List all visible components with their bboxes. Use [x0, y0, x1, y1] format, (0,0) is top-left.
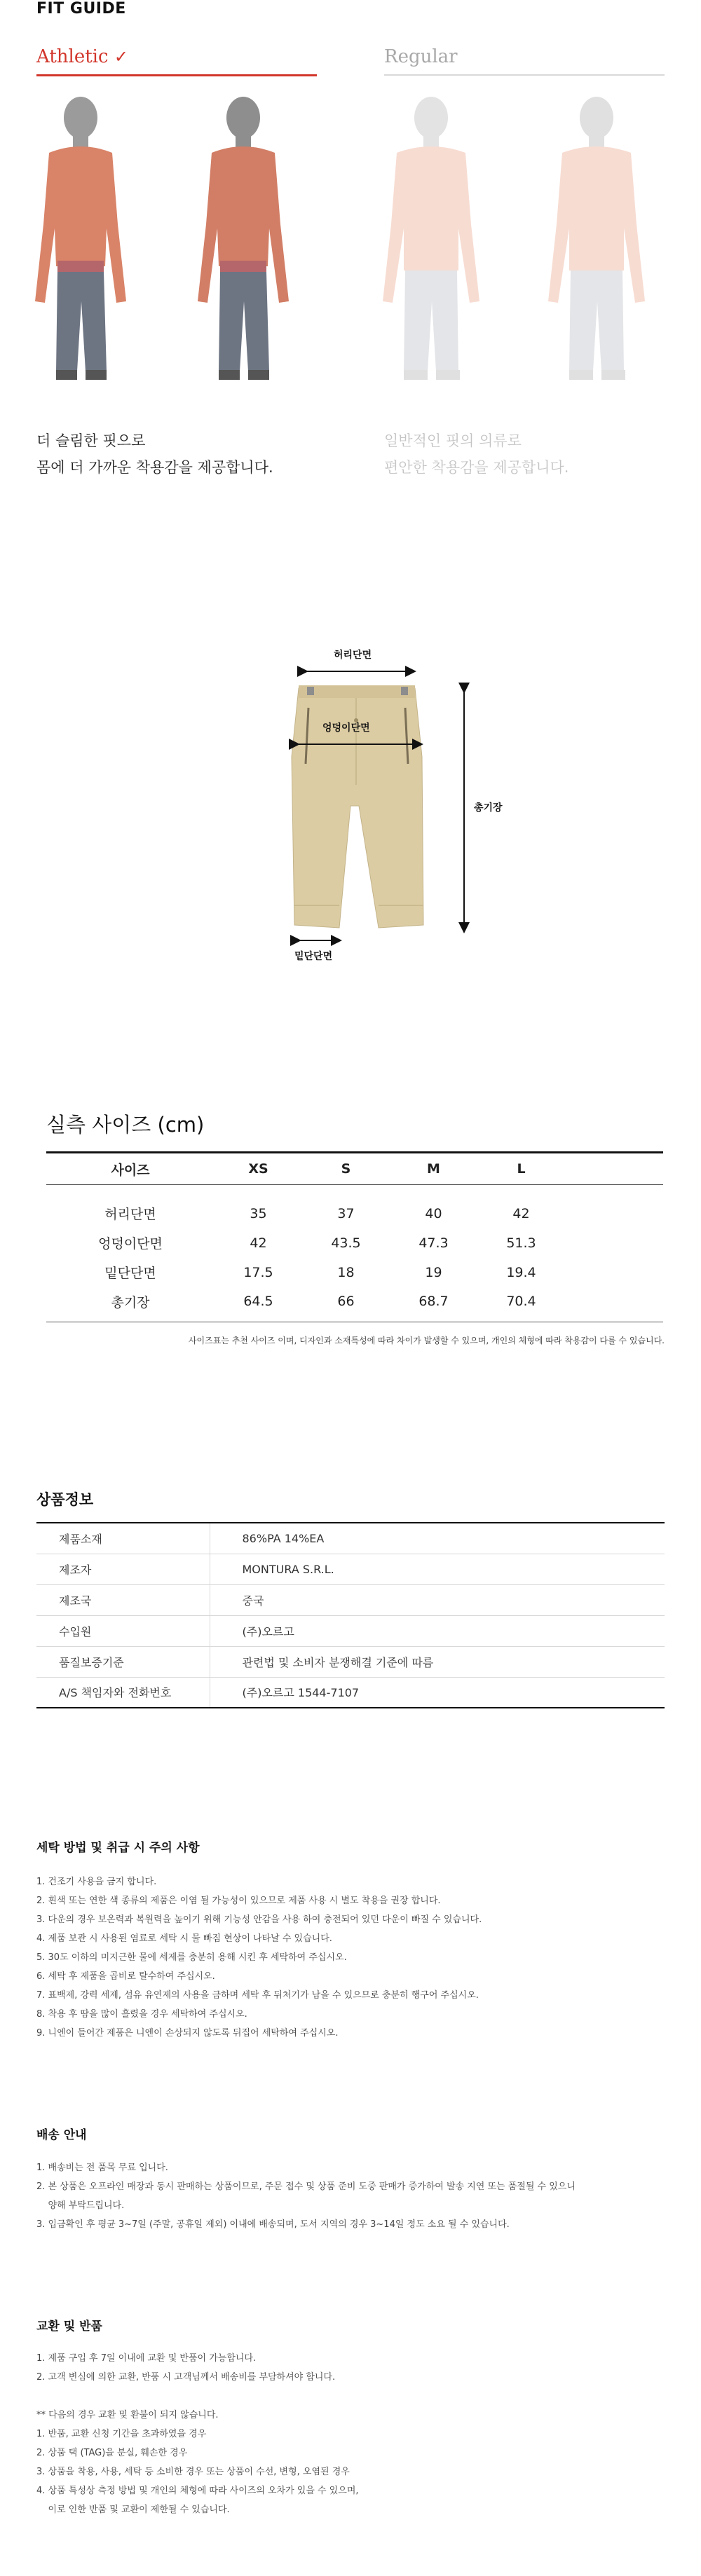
- tab-athletic[interactable]: [36, 46, 128, 67]
- table-cell: 19.4: [506, 1264, 536, 1280]
- info-value: (주)오르고 1544-7107: [210, 1677, 665, 1708]
- info-key: 제조국: [36, 1584, 210, 1615]
- list-item: 2. 흰색 또는 연한 색 종류의 제품은 이염 될 가능성이 있으므로 제품 사용 시 별도 착용을 권장 합니다.: [36, 1896, 441, 1906]
- table-row: [46, 1287, 663, 1322]
- size-header-s: S: [302, 1153, 390, 1185]
- table-cell: 42: [512, 1205, 530, 1221]
- list-item: 2. 본 상품은 오프라인 매장과 동시 판매하는 상품이므로, 주문 접수 및 상품 준비 도중 판매가 증가하여 발송 지연 또는 품절될 수 있으니: [36, 2181, 576, 2192]
- tab-athletic-underline: [36, 74, 317, 76]
- size-header-label: 사이즈: [46, 1153, 215, 1185]
- waist-label: 허리단면: [334, 650, 372, 661]
- row-label: 허리단면: [104, 1207, 156, 1223]
- list-item: 2. 상품 택 (TAG)을 분실, 훼손한 경우: [36, 2448, 188, 2458]
- product-info-title: 상품정보: [36, 1491, 94, 1508]
- table-row: [36, 1646, 665, 1677]
- info-value: MONTURA S.R.L.: [210, 1554, 665, 1584]
- size-measurement-diagram: [266, 645, 519, 981]
- shipping-list: [36, 2158, 667, 2234]
- list-item: 1. 반품, 교환 신청 기간을 초과하였을 경우: [36, 2429, 207, 2439]
- fit-guide-heading: FIT GUIDE: [36, 0, 126, 18]
- athletic-description: [36, 427, 273, 481]
- care-title: 세탁 방법 및 취급 시 주의 사항: [36, 1841, 200, 1855]
- size-table-title: 실측 사이즈 (cm): [46, 1113, 205, 1137]
- athletic-desc-line2: 몸에 더 가까운 착용감을 제공합니다.: [36, 459, 273, 476]
- row-label: 총기장: [46, 1287, 215, 1322]
- table-cell: 51.3: [506, 1235, 536, 1251]
- list-item: 2. 고객 변심에 의한 교환, 반품 시 고객님께서 배송비를 부담하셔야 합니다.: [36, 2372, 336, 2383]
- info-key: 수입원: [36, 1615, 210, 1646]
- table-cell: 66: [302, 1287, 390, 1322]
- list-item: 9. 니엔이 들어간 제품은 니엔이 손상되지 않도록 뒤집어 세탁하여 주십시오.: [36, 2028, 339, 2039]
- list-item: 4. 상품 특성상 측정 방법 및 개인의 체형에 따라 사이즈의 오차가 있을 수 있으며,: [36, 2486, 359, 2496]
- athletic-desc-line1: 더 슬림한 핏으로: [36, 432, 146, 449]
- regular-description: [384, 427, 569, 481]
- row-label: 밑단단면: [104, 1266, 156, 1281]
- info-value: 중국: [210, 1584, 665, 1615]
- check-icon: ✓: [114, 47, 128, 67]
- size-header-l: L: [477, 1153, 565, 1185]
- tab-athletic-label: Athletic: [36, 46, 109, 67]
- info-value: (주)오르고: [210, 1615, 665, 1646]
- list-item: 3. 입금확인 후 평균 3~7일 (주말, 공휴일 제외) 이내에 배송되며, 도서 지역의 경우 3~14일 정도 소요 될 수 있습니다.: [36, 2219, 510, 2230]
- table-cell: 37: [337, 1205, 355, 1221]
- info-key: 제품소재: [36, 1523, 210, 1554]
- hem-label: 밑단단면: [294, 951, 333, 962]
- size-header-xs: XS: [215, 1153, 302, 1185]
- size-table-note: 사이즈표는 추천 사이즈 이며, 디자인과 소재특성에 따라 차이가 발생할 수 있으며, 개인의 체형에 따라 착용감이 다를 수 있습니다.: [188, 1336, 665, 1345]
- info-key: A/S 책임자와 전화번호: [36, 1677, 210, 1708]
- info-key: 제조자: [36, 1554, 210, 1584]
- table-cell: 68.7: [390, 1287, 477, 1322]
- list-item: 양해 부탁드립니다.: [36, 2200, 125, 2211]
- table-cell: 17.5: [243, 1264, 273, 1280]
- table-cell: 47.3: [418, 1235, 449, 1251]
- product-info-table: [36, 1522, 665, 1708]
- regular-desc-line1: 일반적인 핏의 의류로: [384, 432, 522, 449]
- list-item: 1. 제품 구입 후 7일 이내에 교환 및 반품이 가능합니다.: [36, 2353, 257, 2364]
- tab-regular-label: Regular: [384, 46, 458, 67]
- athletic-back-figure: [184, 91, 303, 385]
- list-item: 4. 제품 보관 시 사용된 염료로 세탁 시 물 빠짐 현상이 나타날 수 있습니다.: [36, 1933, 332, 1944]
- list-item: [36, 2387, 667, 2406]
- shipping-title: 배송 안내: [36, 2128, 87, 2142]
- row-label: 엉덩이단면: [98, 1236, 163, 1252]
- list-item: 3. 상품을 착용, 사용, 세탁 등 소비한 경우 또는 상품이 수선, 변형, 오염된 경우: [36, 2467, 350, 2477]
- list-item: 8. 착용 후 땀을 많이 흘렸을 경우 세탁하여 주십시오.: [36, 2009, 247, 2020]
- table-row: [46, 1228, 663, 1258]
- table-row: [36, 1615, 665, 1646]
- regular-front-figure: [372, 91, 491, 385]
- tab-regular-underline: [384, 74, 665, 76]
- list-item: 이로 인한 반품 및 교환이 제한될 수 있습니다.: [36, 2505, 230, 2515]
- hip-label: 엉덩이단면: [322, 722, 370, 734]
- info-value: 관련법 및 소비자 분쟁해결 기준에 따름: [210, 1646, 665, 1677]
- list-item: 6. 세탁 후 제품을 곱비로 탈수하여 주십시오.: [36, 1971, 215, 1982]
- table-cell: 18: [337, 1264, 355, 1280]
- athletic-front-figure: [21, 91, 140, 385]
- size-header-m: M: [390, 1153, 477, 1185]
- table-row: [36, 1584, 665, 1615]
- care-list: [36, 1872, 667, 2043]
- table-row: [36, 1677, 665, 1708]
- size-table: [46, 1151, 663, 1322]
- table-cell-spacer: [565, 1185, 663, 1228]
- length-label: 총기장: [474, 802, 503, 814]
- table-row: [46, 1185, 663, 1228]
- table-cell-spacer: [565, 1287, 663, 1322]
- table-cell: 70.4: [477, 1287, 565, 1322]
- table-row: [36, 1523, 665, 1554]
- list-item: 5. 30도 이하의 미지근한 물에 세제를 충분히 용해 시킨 후 세탁하여 주십시오.: [36, 1952, 347, 1963]
- size-table-header-row: [46, 1153, 663, 1185]
- table-cell: 35: [250, 1205, 267, 1221]
- info-value: 86%PA 14%EA: [210, 1523, 665, 1554]
- table-row: [36, 1554, 665, 1584]
- list-item: 1. 건조기 사용을 금지 합니다.: [36, 1877, 157, 1887]
- exchange-list: [36, 2349, 667, 2519]
- table-row: [46, 1258, 663, 1287]
- info-key: 품질보증기준: [36, 1646, 210, 1677]
- list-item: 7. 표백제, 강력 세제, 섬유 유연제의 사용을 금하며 세탁 후 뒤처기가 남을 수 있으므로 충분히 행구어 주십시오.: [36, 1990, 479, 2001]
- table-cell: 19: [425, 1264, 442, 1280]
- tab-regular[interactable]: [384, 46, 458, 67]
- list-item: ** 다음의 경우 교환 및 환불이 되지 않습니다.: [36, 2410, 219, 2420]
- table-cell-spacer: [565, 1228, 663, 1258]
- table-cell-spacer: [565, 1258, 663, 1287]
- regular-desc-line2: 편안한 착용감을 제공합니다.: [384, 459, 569, 476]
- list-item: 1. 배송비는 전 품목 무료 입니다.: [36, 2163, 168, 2173]
- table-cell: 43.5: [331, 1235, 361, 1251]
- exchange-title: 교환 및 반품: [36, 2320, 102, 2334]
- table-cell: 42: [250, 1235, 267, 1251]
- list-item: 3. 다운의 경우 보온력과 복원력을 높이기 위해 기능성 안감을 사용 하여 충전되어 있던 다운이 빠질 수 있습니다.: [36, 1914, 482, 1925]
- size-header-spacer: [565, 1153, 663, 1185]
- table-cell: 40: [425, 1205, 442, 1221]
- regular-back-figure: [537, 91, 656, 385]
- table-cell: 64.5: [215, 1287, 302, 1322]
